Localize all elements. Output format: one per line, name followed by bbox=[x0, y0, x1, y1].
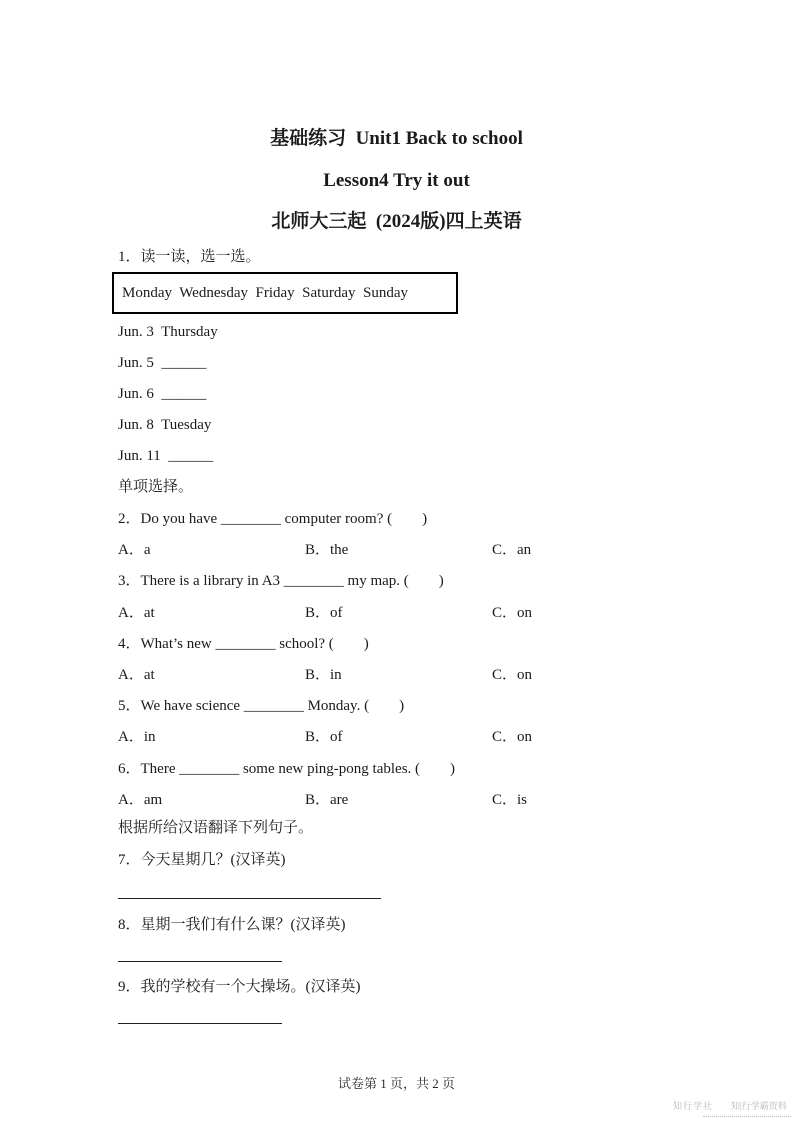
page-number-indicator: 试卷第 1 页，共 2 页 bbox=[337, 1076, 455, 1091]
option-c: C．an bbox=[492, 542, 532, 558]
watermark-right: 知|行学霸资料 bbox=[731, 1101, 787, 1111]
question-stem: 2．Do you have ________ computer room? ( ) bbox=[118, 511, 428, 527]
question-stem: 5．We have science ________ Monday. ( ) bbox=[118, 698, 405, 714]
watermark-underline bbox=[703, 1116, 791, 1117]
option-b: B．the bbox=[305, 542, 349, 558]
question-stem: 3．There is a library in A3 ________ my map. ( ) bbox=[118, 573, 444, 589]
option-c: C．on bbox=[492, 729, 533, 745]
options-row bbox=[118, 727, 718, 747]
multiple-choice-instruction: 单项选择。 bbox=[118, 479, 194, 495]
matching-item: Jun. 8 Tuesday bbox=[118, 417, 212, 433]
translation-question: 8．星期一我们有什么课？(汉译英) bbox=[118, 917, 346, 933]
watermark-left: 知行学社 bbox=[673, 1101, 714, 1111]
options-row bbox=[118, 790, 718, 810]
option-a: A．at bbox=[118, 667, 155, 683]
matching-item: Jun. 3 Thursday bbox=[118, 324, 218, 340]
option-a: A．am bbox=[118, 792, 163, 808]
answer-blank-line bbox=[118, 961, 282, 962]
answer-blank-line bbox=[118, 1023, 282, 1024]
word-bank-words: Monday Wednesday Friday Saturday Sunday bbox=[122, 284, 408, 301]
option-a: A．at bbox=[118, 605, 155, 621]
page-title-line3: 北师大三起 (2024版)四上英语 bbox=[271, 211, 522, 232]
option-b: B．of bbox=[305, 729, 343, 745]
translation-question: 7．今天星期几？(汉译英) bbox=[118, 852, 286, 868]
option-b: B．are bbox=[305, 792, 349, 808]
option-b: B．of bbox=[305, 605, 343, 621]
option-b: B．in bbox=[305, 667, 342, 683]
options-row bbox=[118, 603, 718, 623]
matching-item: Jun. 5 ______ bbox=[118, 355, 207, 371]
option-c: C．on bbox=[492, 667, 533, 683]
option-a: A．a bbox=[118, 542, 151, 558]
options-row bbox=[118, 665, 718, 685]
question-stem: 4．What’s new ________ school? ( ) bbox=[118, 636, 369, 652]
translation-question: 9．我的学校有一个大操场。(汉译英) bbox=[118, 979, 361, 995]
translation-instruction: 根据所给汉语翻译下列句子。 bbox=[118, 820, 314, 836]
matching-item: Jun. 11 ______ bbox=[118, 448, 214, 464]
option-a: A．in bbox=[118, 729, 156, 745]
page-title-line1: 基础练习 Unit1 Back to school bbox=[270, 128, 523, 149]
option-c: C．is bbox=[492, 792, 528, 808]
options-row bbox=[118, 540, 718, 560]
answer-blank-line bbox=[118, 898, 381, 899]
matching-instruction: 1．读一读，选一选。 bbox=[118, 249, 261, 265]
matching-item: Jun. 6 ______ bbox=[118, 386, 207, 402]
option-c: C．on bbox=[492, 605, 533, 621]
word-bank-box bbox=[112, 272, 458, 314]
page-title-line2: Lesson4 Try it out bbox=[323, 170, 470, 191]
question-stem: 6．There ________ some new ping-pong tables. ( ) bbox=[118, 761, 456, 777]
